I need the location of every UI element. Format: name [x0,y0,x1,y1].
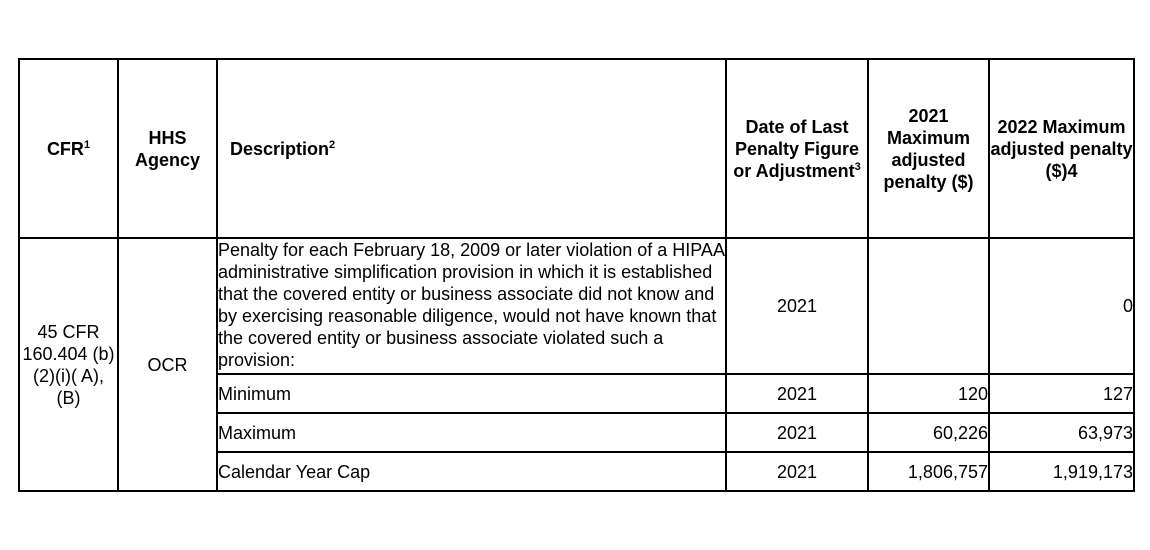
max-2022-value: 1,919,173 [989,452,1134,491]
max-2022-value: 0 [989,238,1134,374]
max-2021-value: 120 [868,374,989,413]
cfr-reference: 45 CFR 160.404 (b)(2)(i)( A), (B) [19,238,118,491]
header-agency-label: HHS Agency [134,127,201,170]
date-value: 2021 [726,413,868,452]
footnote-1: 1 [83,138,91,151]
header-cfr [19,59,118,238]
date-value: 2021 [726,374,868,413]
max-2022-value: 127 [989,374,1134,413]
header-description-label: Description [230,138,330,159]
max-2022-value: 63,973 [989,413,1134,452]
table-row [19,238,1134,374]
header-2021-max-label: 2021 Maximum adjusted penalty ($) [883,105,974,192]
header-row [19,59,1134,238]
footnote-3: 3 [854,160,861,173]
header-agency [118,59,217,238]
penalty-table [18,58,1135,492]
footnote-2: 2 [329,138,336,151]
max-2021-value: 60,226 [868,413,989,452]
row-label-minimum: Minimum [217,374,726,413]
date-value: 2021 [726,238,868,374]
header-2021-max [868,59,989,238]
max-2021-value: 1,806,757 [868,452,989,491]
date-value: 2021 [726,452,868,491]
agency-value: OCR [118,238,217,491]
row-label-calendar-year-cap: Calendar Year Cap [217,452,726,491]
header-date [726,59,868,238]
row-label-maximum: Maximum [217,413,726,452]
header-2022-max-label: 2022 Maximum adjusted penalty ($)4 [990,116,1133,181]
max-2021-value [868,238,989,374]
header-cfr-label: CFR [46,138,84,159]
header-description [217,59,726,238]
header-2022-max [989,59,1134,238]
penalty-description: Penalty for each February 18, 2009 or later violation of a HIPAA administrative simplification provision in which it is established that the covered entity or business associate did not know and by exercising reasonable diligence, would not have known that the covered entity or business associate violated such a provision: [217,238,726,374]
header-date-label: Date of Last Penalty Figure or Adjustment [733,116,860,181]
